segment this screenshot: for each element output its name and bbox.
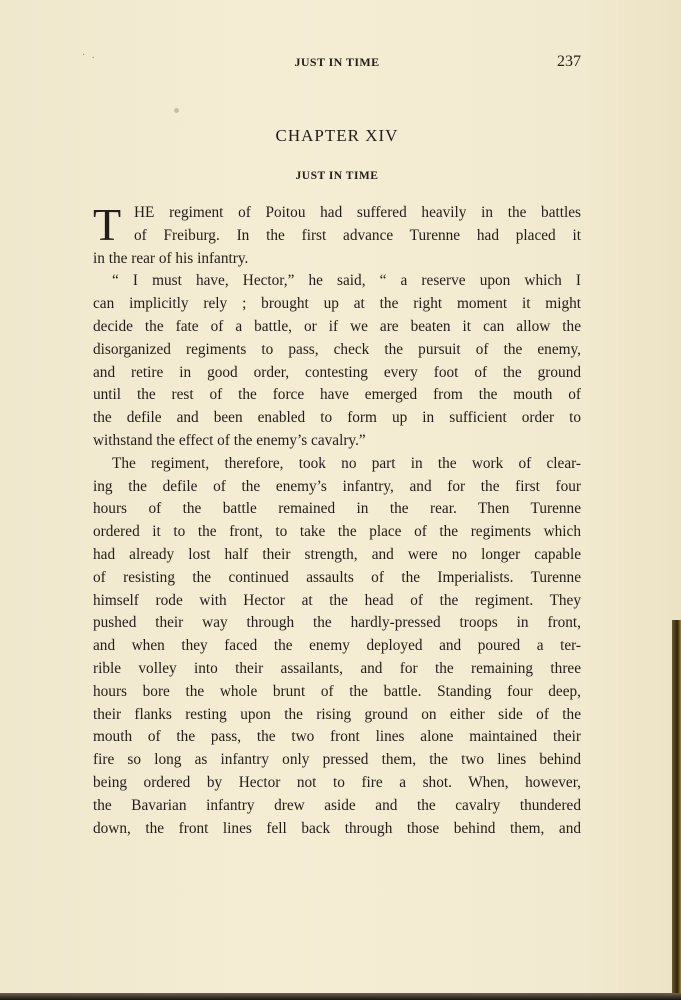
running-title: JUST IN TIME (294, 55, 380, 69)
text-line: mouth of the pass, the two front lines alone maintained their (93, 728, 581, 746)
text-line: hours of the battle remained in the rear. Then Turenne (93, 500, 581, 518)
text-line: until the rest of the force have emerged from the mouth of (93, 386, 581, 404)
page-edge-bottom (0, 993, 681, 1000)
text-line: rible volley into their assailants, and for the remaining three (93, 659, 581, 677)
text-line: withstand the effect of the enemy’s cavalry.” (93, 431, 366, 449)
text-line: fire so long as infantry only pressed them, the two lines behind (93, 751, 581, 769)
text-line: the Bavarian infantry drew aside and the cavalry thundered (93, 796, 581, 814)
text-line: decide the fate of a battle, or if we are beaten it can allow the (93, 317, 581, 335)
drop-cap: T (93, 199, 122, 250)
text-line: of resisting the continued assaults of the Imperialists. Turenne (93, 568, 581, 586)
text-line: their flanks resting upon the rising ground on either side of the (93, 705, 581, 723)
text-line: can implicitly rely ; brought up at the right moment it might (93, 295, 581, 313)
paper-spot (174, 108, 179, 113)
text-line: being ordered by Hector not to fire a shot. When, however, (93, 773, 581, 791)
text-line: ing the defile of the enemy’s infantry, and for the first four (93, 477, 581, 495)
body-text (93, 199, 581, 840)
page-edge-right (672, 620, 681, 1000)
text-line: hours bore the whole brunt of the battle. Standing four deep, (93, 682, 581, 700)
margin-mark: · . (82, 50, 97, 61)
text-line: and retire in good order, contesting every foot of the ground (93, 363, 581, 381)
text-line: ordered it to the front, to take the place of the regiments which (93, 523, 581, 541)
text-line: of Freiburg. In the first advance Turenne had placed it (134, 226, 581, 244)
text-line: HE regiment of Poitou had suffered heavily in the battles (134, 204, 581, 221)
text-line: “ I must have, Hector,” he said, “ a reserve upon which I (112, 272, 581, 290)
text-line: and when they faced the enemy deployed and poured a ter- (93, 637, 581, 655)
text-line: down, the front lines fell back through those behind them, and (93, 819, 581, 837)
page-number: 237 (557, 53, 581, 70)
chapter-subtitle: JUST IN TIME (295, 170, 379, 182)
text-line: pushed their way through the hardly-pressed troops in front, (93, 614, 581, 632)
text-line: the defile and been enabled to form up in sufficient order to (93, 409, 581, 427)
text-line: in the rear of his infantry. (93, 249, 249, 267)
chapter-title: CHAPTER XIV (275, 126, 399, 145)
text-line: had already lost half their strength, and were no longer capable (93, 545, 581, 563)
running-head (93, 53, 581, 73)
text-line: The regiment, therefore, took no part in the work of clear- (112, 454, 581, 472)
text-line: disorganized regiments to pass, check the pursuit of the enemy, (93, 340, 581, 358)
text-line: himself rode with Hector at the head of the regiment. They (93, 591, 581, 609)
